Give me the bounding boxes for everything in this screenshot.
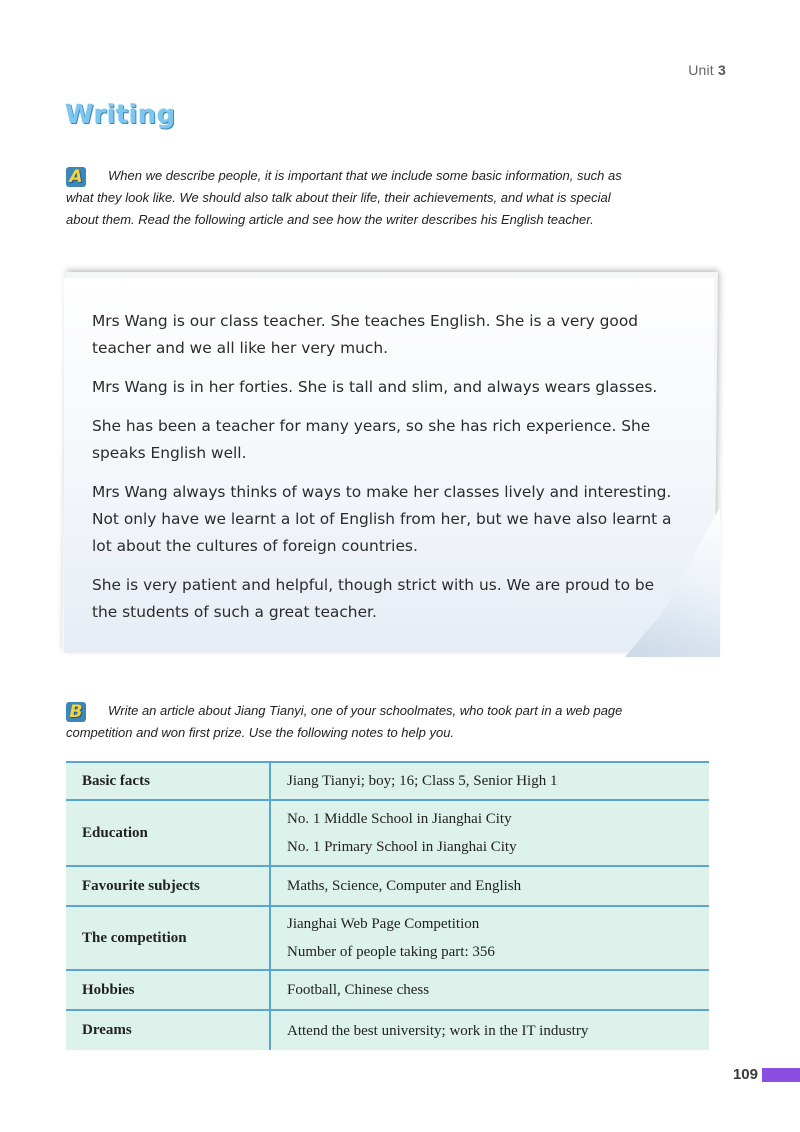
notes-value <box>270 866 709 906</box>
table-row <box>66 970 709 1010</box>
notes-line: Number of people taking part: 356 <box>287 944 495 960</box>
notes-line: Jiang Tianyi; boy; 16; Class 5, Senior High 1 <box>287 773 558 789</box>
table-row <box>66 866 709 906</box>
notes-label: Dreams <box>66 1010 270 1050</box>
notes-value <box>270 1010 709 1050</box>
part-b-instructions <box>66 700 646 744</box>
notes-line: No. 1 Middle School in Jianghai City <box>287 811 512 827</box>
table-row <box>66 800 709 866</box>
notes-line: Attend the best university; work in the IT industry <box>287 1022 589 1039</box>
notes-value <box>270 762 709 800</box>
article-paragraph: Mrs Wang is in her forties. She is tall and slim, and always wears glasses. <box>92 378 658 396</box>
notes-table <box>66 761 709 1050</box>
part-b-instructions-text: Write an article about Jiang Tianyi, one of your schoolmates, who took part in a web page competition and won first prize. Use the following notes to help you. <box>66 703 623 740</box>
notes-line: Jianghai Web Page Competition <box>287 916 480 932</box>
table-row <box>66 762 709 800</box>
notes-label: The competition <box>66 906 270 970</box>
part-a-instructions-text: When we describe people, it is important that we include some basic information, such as what they look like. We should also talk about their life, their achievements, and what is special about them. Read the following article and see how the writer describes his English teacher. <box>66 168 622 227</box>
unit-label <box>688 62 726 78</box>
part-a-badge: A <box>66 167 86 187</box>
notes-line: No. 1 Primary School in Jianghai City <box>287 839 517 855</box>
part-a-instructions <box>66 165 646 231</box>
notes-label: Favourite subjects <box>66 866 270 906</box>
notes-line: Maths, Science, Computer and English <box>287 878 522 894</box>
notes-label: Education <box>66 800 270 866</box>
part-b-badge: B <box>66 702 86 722</box>
notes-label: Hobbies <box>66 970 270 1010</box>
table-row <box>66 906 709 970</box>
article-paragraph: She is very patient and helpful, though strict with us. We are proud to be the students of such a great teacher. <box>92 576 655 621</box>
notes-label: Basic facts <box>66 762 270 800</box>
page-color-bar <box>762 1068 800 1082</box>
article-paragraph: Mrs Wang always thinks of ways to make her classes lively and interesting. Not only have we learnt a lot of English from her, but we have also learnt a lot about the cultures of foreign countries. <box>92 483 672 555</box>
section-title: Writing <box>65 100 176 130</box>
notes-value <box>270 906 709 970</box>
notes-line: Football, Chinese chess <box>287 982 430 998</box>
page-number: 109 <box>732 1066 758 1083</box>
notes-value <box>270 970 709 1010</box>
article-card <box>60 272 720 657</box>
unit-word: Unit <box>688 62 714 78</box>
unit-number: 3 <box>718 62 726 78</box>
article-body <box>92 308 672 638</box>
article-paper <box>64 278 714 653</box>
table-row <box>66 1010 709 1050</box>
article-paragraph: She has been a teacher for many years, so she has rich experience. She speaks English well. <box>92 417 651 462</box>
article-paragraph: Mrs Wang is our class teacher. She teaches English. She is a very good teacher and we all like her very much. <box>92 312 639 357</box>
notes-value <box>270 800 709 866</box>
